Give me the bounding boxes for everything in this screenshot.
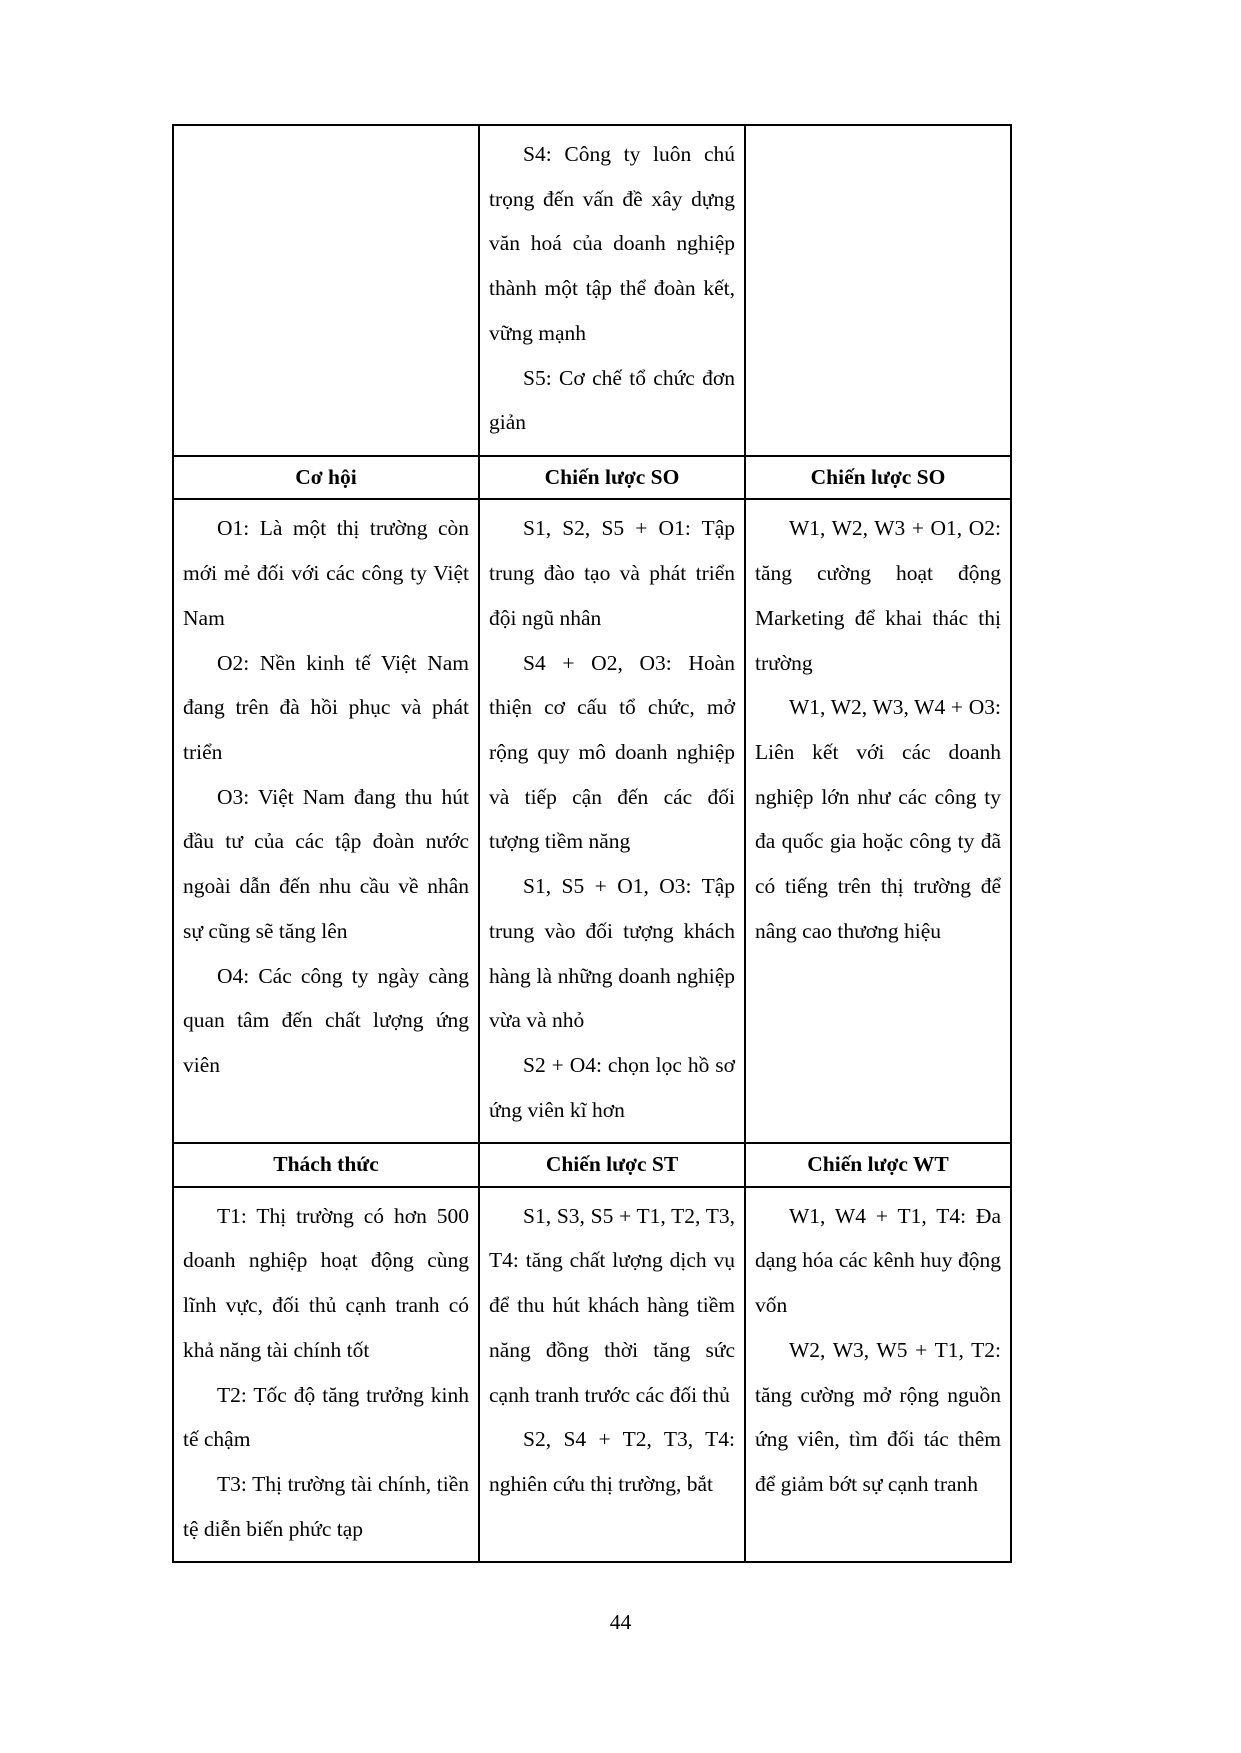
- paragraph-st-1: S1, S3, S5 + T1, T2, T3, T4: tăng chất lượng dịch vụ để thu hút khách hàng tiềm năng đồng thời tăng sức cạnh tranh trước các đối thủ: [489, 1203, 735, 1407]
- so-strategy-header-cell: [479, 456, 745, 499]
- st-strategy-header-label: Chiến lược ST: [545, 1152, 679, 1177]
- wo-strategy-header-label: Chiến lược SO: [810, 465, 946, 490]
- cell-body: [489, 1194, 735, 1507]
- opportunities-header-cell: [173, 456, 479, 499]
- table-row: [173, 456, 1011, 499]
- table-row: [173, 125, 1011, 456]
- blank-left-cell: [173, 125, 479, 456]
- table-row: [173, 1187, 1011, 1563]
- paragraph-o3: O3: Việt Nam đang thu hút đầu tư của các tập đoàn nước ngoài dẫn đến nhu cầu về nhân sự cũng sẽ tăng lên: [183, 784, 469, 943]
- swot-table-body: [173, 125, 1011, 1562]
- paragraph-so-1: S1, S2, S5 + O1: Tập trung đào tạo và phát triển đội ngũ nhân: [489, 516, 735, 630]
- paragraph-o1: O1: Là một thị trường còn mới mẻ đối với các công ty Việt Nam: [183, 516, 469, 630]
- paragraph-so-4: S2 + O4: chọn lọc hồ sơ ứng viên kĩ hơn: [489, 1052, 735, 1122]
- paragraph-s5: S5: Cơ chế tổ chức đơn giản: [489, 365, 735, 435]
- table-row: [173, 1143, 1011, 1186]
- paragraph-so-3: S1, S5 + O1, O3: Tập trung vào đối tượng khách hàng là những doanh nghiệp vừa và nhỏ: [489, 874, 735, 1033]
- paragraph-st-2: S2, S4 + T2, T3, T4: nghiên cứu thị trường, bắt: [489, 1427, 735, 1497]
- blank-right-cell: [745, 125, 1011, 456]
- threats-list-cell: [173, 1187, 479, 1563]
- swot-analysis-table: [172, 124, 1012, 1563]
- so-strategy-header-label: Chiến lược SO: [544, 465, 680, 490]
- paragraph-wt-1: W1, W4 + T1, T4: Đa dạng hóa các kênh huy động vốn: [755, 1203, 1001, 1318]
- threats-header-label: Thách thức: [273, 1152, 379, 1177]
- wo-strategy-list-cell: [745, 499, 1011, 1143]
- paragraph-o4: O4: Các công ty ngày càng quan tâm đến chất lượng ứng viên: [183, 963, 469, 1077]
- wo-strategy-header-cell: [745, 456, 1011, 499]
- cell-body: [183, 506, 469, 1087]
- paragraph-wo-1: W1, W2, W3 + O1, O2: tăng cường hoạt động Marketing để khai thác thị trường: [755, 516, 1001, 675]
- wt-strategy-list-cell: [745, 1187, 1011, 1563]
- paragraph-s4: S4: Công ty luôn chú trọng đến vấn đề xây dựng văn hoá của doanh nghiệp thành một tập thể đoàn kết, vững mạnh: [489, 142, 735, 345]
- st-strategy-header-cell: [479, 1143, 745, 1186]
- threats-header-cell: [173, 1143, 479, 1186]
- paragraph-t1: T1: Thị trường có hơn 500 doanh nghiệp hoạt động cùng lĩnh vực, đối thủ cạnh tranh có khả năng tài chính tốt: [183, 1203, 469, 1362]
- cell-body: [489, 506, 735, 1132]
- cell-body: [755, 506, 1001, 953]
- paragraph-t3: T3: Thị trường tài chính, tiền tệ diễn biến phức tạp: [183, 1472, 469, 1541]
- page-number: 44: [609, 1610, 632, 1634]
- cell-body: [755, 1194, 1001, 1507]
- paragraph-o2: O2: Nền kinh tế Việt Nam đang trên đà hồi phục và phát triển: [183, 650, 469, 764]
- wt-strategy-header-cell: [745, 1143, 1011, 1186]
- cell-body: [489, 132, 735, 445]
- cell-body: [183, 1194, 469, 1552]
- opportunities-list-cell: [173, 499, 479, 1143]
- paragraph-wo-2: W1, W2, W3, W4 + O3: Liên kết với các doanh nghiệp lớn như các công ty đa quốc gia hoặc công ty đã có tiếng trên thị trường để nâng cao thương hiệu: [755, 695, 1001, 943]
- opportunities-header-label: Cơ hội: [295, 465, 357, 490]
- strengths-continuation-cell: [479, 125, 745, 456]
- paragraph-so-2: S4 + O2, O3: Hoàn thiện cơ cấu tổ chức, mở rộng quy mô doanh nghiệp và tiếp cận đến các đối tượng tiềm năng: [489, 650, 735, 854]
- table-row: [173, 499, 1011, 1143]
- paragraph-wt-2: W2, W3, W5 + T1, T2: tăng cường mở rộng nguồn ứng viên, tìm đối tác thêm để giảm bớt sự cạnh tranh: [755, 1337, 1001, 1497]
- st-strategy-list-cell: [479, 1187, 745, 1563]
- paragraph-t2: T2: Tốc độ tăng trưởng kinh tế chậm: [183, 1382, 469, 1452]
- wt-strategy-header-label: Chiến lược WT: [807, 1152, 949, 1177]
- so-strategy-list-cell: [479, 499, 745, 1143]
